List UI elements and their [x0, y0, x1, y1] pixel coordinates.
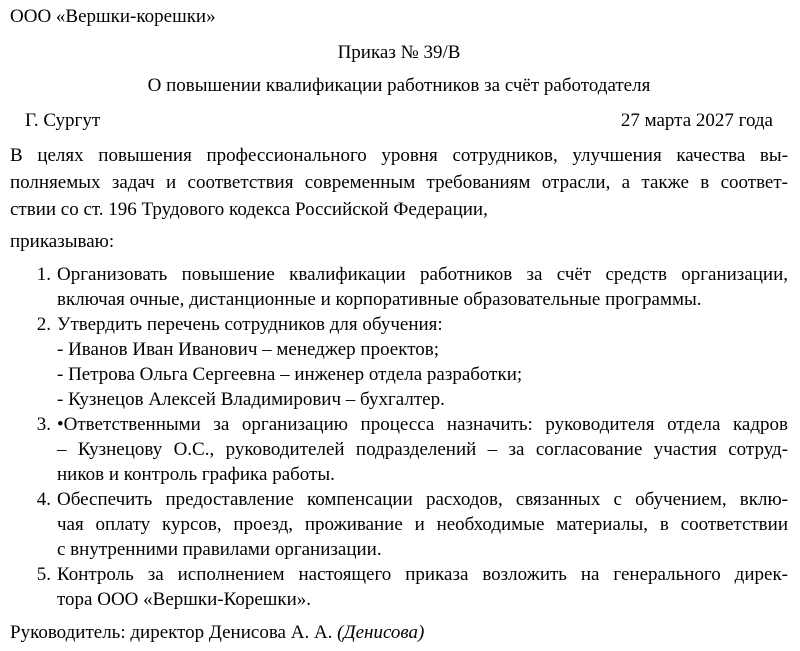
intro-paragraph	[10, 142, 788, 223]
item-line: включая очные, дистанционные и корпоративные образовательные программы.	[57, 289, 702, 310]
order-word: приказываю:	[10, 231, 115, 252]
order-subject: О повышении квалификации работников за счёт работодателя	[147, 75, 651, 96]
order-item-3	[10, 412, 788, 487]
order-item-2	[10, 312, 788, 412]
item-number: 2.	[36, 314, 51, 335]
item-number: 5.	[36, 564, 51, 585]
signature-line	[10, 620, 788, 646]
item-line: Организовать повышение квалификации работников за счёт средств организации,	[57, 264, 788, 285]
date-label: 27 марта 2027 года	[620, 110, 773, 131]
signature-label: Руководитель: директор Денисова А. А.	[10, 622, 333, 643]
order-title: Приказ № 39/В	[337, 42, 461, 63]
item-line: Обеспечить предоставление компенсации расходов, связанных с обучением, вклю-	[57, 489, 788, 510]
item-line: - Кузнецов Алексей Владимирович – бухгалтер.	[57, 389, 445, 410]
item-line: чая оплату курсов, проезд, проживание и необходимые материалы, в соответствии	[57, 514, 788, 535]
item-text	[57, 562, 788, 612]
item-text	[57, 412, 788, 487]
item-line: с внутренними правилами организации.	[57, 539, 382, 560]
item-text	[57, 312, 788, 412]
item-text	[57, 487, 788, 562]
item-line: Контроль за исполнением настоящего приказа возложить на генерального дирек-	[57, 564, 788, 585]
item-text	[57, 262, 788, 312]
item-line: тора ООО «Вершки-Корешки».	[57, 589, 312, 610]
item-number: 4.	[36, 489, 51, 510]
intro-line: В целях повышения профессионального уровня сотрудников, улучшения качества вы-	[10, 145, 788, 166]
order-item-4	[10, 487, 788, 562]
order-item-1	[10, 262, 788, 312]
meta-row	[10, 108, 788, 134]
item-number: 1.	[36, 264, 51, 285]
item-number: 3.	[36, 414, 51, 435]
intro-line: ствии со ст. 196 Трудового кодекса Российской Федерации,	[10, 199, 488, 220]
item-line: - Петрова Ольга Сергеевна – инженер отдела разработки;	[57, 364, 523, 385]
city-label: Г. Сургут	[25, 110, 101, 131]
intro-line: полняемых задач и соответствия современным требованиям отрасли, а также в соответ-	[10, 172, 788, 193]
order-item-5	[10, 562, 788, 612]
signature-name: (Денисова)	[337, 622, 425, 643]
item-line: – Кузнецову О.С., руководителей подразделений – за согласование участия сотруд-	[57, 439, 788, 460]
item-line: •Ответственными за организацию процесса назначить: руководителя отдела кадров	[57, 414, 788, 435]
order-list	[10, 262, 788, 612]
item-line: - Иванов Иван Иванович – менеджер проектов;	[57, 339, 440, 360]
item-line: Утвердить перечень сотрудников для обучения:	[57, 314, 443, 335]
company-name: ООО «Вершки-корешки»	[10, 6, 216, 27]
item-line: ников и контроль графика работы.	[57, 464, 335, 485]
